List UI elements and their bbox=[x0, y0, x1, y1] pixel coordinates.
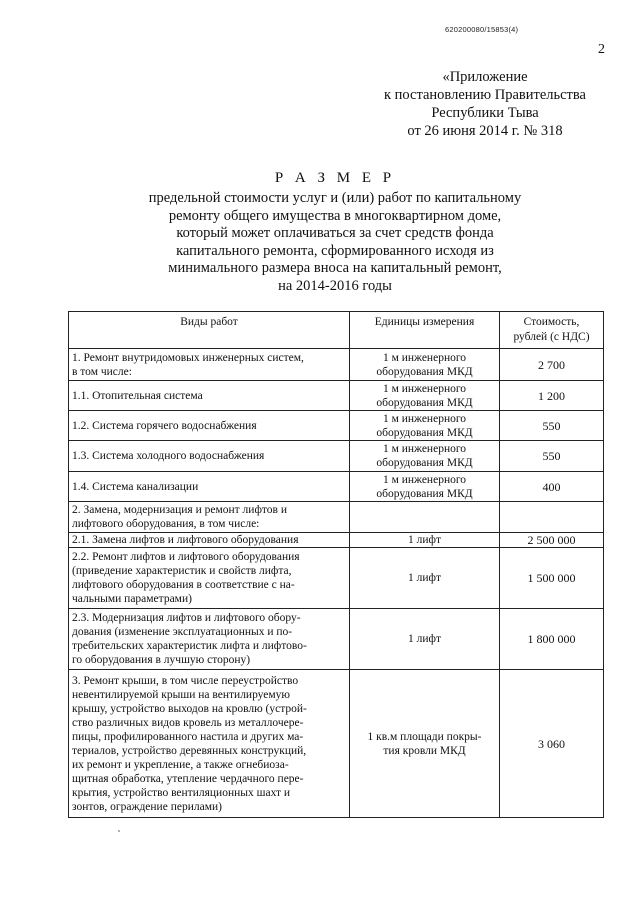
header-work-type: Виды работ bbox=[69, 312, 350, 349]
header-unit: Единицы измерения bbox=[350, 312, 500, 349]
cell-work-type bbox=[69, 411, 350, 441]
cell-unit bbox=[350, 670, 500, 818]
header-cost bbox=[500, 312, 604, 349]
cell-cost: 400 bbox=[500, 472, 604, 502]
scan-dot bbox=[118, 830, 120, 832]
cell-line: 1.1. Отопительная система bbox=[72, 389, 203, 402]
subtitle-line: на 2014-2016 годы bbox=[278, 277, 392, 294]
cell-work-type bbox=[69, 502, 350, 533]
table-header-row bbox=[69, 312, 604, 349]
document-subtitle bbox=[0, 190, 640, 295]
table-row bbox=[69, 609, 604, 670]
cell-unit bbox=[350, 502, 500, 533]
cell-line: оборудования МКД bbox=[376, 426, 473, 439]
cell-work-type bbox=[69, 349, 350, 381]
table-row bbox=[69, 472, 604, 502]
cell-line: их ремонт и укрепление, а также огнебиоза- bbox=[72, 758, 289, 771]
cell-line: оборудования МКД bbox=[376, 487, 473, 500]
cell-line: требительских характеристик лифта и лифтово- bbox=[72, 640, 307, 652]
cell-line: 2. Замена, модернизация и ремонт лифтов и bbox=[72, 504, 287, 516]
subtitle-line: который может оплачиваться за счет средств фонда bbox=[176, 225, 494, 241]
works-table bbox=[68, 311, 604, 818]
cell-work-type bbox=[69, 670, 350, 818]
cell-line: 1. Ремонт внутридомовых инженерных систем, bbox=[72, 351, 304, 364]
cell-line: лифтового оборудования в соответствие с на- bbox=[72, 579, 295, 591]
table-row bbox=[69, 349, 604, 381]
table-row bbox=[69, 381, 604, 411]
cell-work-type bbox=[69, 381, 350, 411]
subtitle-line: минимального размера вноса на капитальный ремонт, bbox=[168, 260, 502, 276]
cell-line: 1.4. Система канализации bbox=[72, 480, 199, 493]
appendix-header bbox=[360, 68, 610, 140]
cell-line: 2.3. Модернизация лифтов и лифтового обору- bbox=[72, 612, 301, 624]
cell-unit bbox=[350, 548, 500, 609]
cell-unit bbox=[350, 381, 500, 411]
appendix-line: Республики Тыва bbox=[431, 105, 539, 121]
appendix-line: к постановлению Правительства bbox=[384, 87, 586, 103]
cell-line: дования (изменение эксплуатационных и по- bbox=[72, 626, 293, 638]
subtitle-line: ремонту общего имущества в многоквартирном доме, bbox=[168, 207, 502, 224]
table-row bbox=[69, 533, 604, 548]
cell-cost: 2 700 bbox=[500, 349, 604, 381]
table-row bbox=[69, 411, 604, 441]
cell-line: оборудования МКД bbox=[376, 457, 473, 469]
cell-line: лифтового оборудования, в том числе: bbox=[72, 518, 260, 530]
cell-line: 3. Ремонт крыши, в том числе переустройство bbox=[72, 674, 299, 687]
cell-line: тия кровли МКД bbox=[383, 744, 466, 757]
cell-cost: 1 200 bbox=[500, 381, 604, 411]
cell-line: щитная обработка, утепление чердачного пере- bbox=[72, 772, 304, 785]
cell-cost: 2 500 000 bbox=[500, 533, 604, 548]
cell-line: 2.1. Замена лифтов и лифтового оборудования bbox=[72, 534, 299, 546]
cell-work-type bbox=[69, 472, 350, 502]
cell-unit bbox=[350, 533, 500, 548]
cell-line: крытия, устройство вентиляционных шахт и bbox=[72, 786, 291, 799]
cell-line: 2.2. Ремонт лифтов и лифтового оборудования bbox=[72, 551, 300, 563]
cell-unit bbox=[350, 411, 500, 441]
cell-line: невентилируемой крыши на вентилируемую bbox=[72, 688, 291, 701]
cell-line: в том числе: bbox=[72, 365, 132, 378]
cell-line: пицы, профилированного настила и других ма- bbox=[72, 730, 304, 743]
cell-unit bbox=[350, 609, 500, 670]
cell-work-type bbox=[69, 548, 350, 609]
header-cost-line: рублей (с НДС) bbox=[513, 331, 590, 343]
cell-line: 1 лифт bbox=[408, 534, 441, 546]
cell-line: 1 м инженерного bbox=[382, 351, 467, 364]
cell-unit bbox=[350, 349, 500, 381]
cell-line: 1 кв.м площади покры- bbox=[367, 730, 482, 743]
document-title: Р А З М Е Р bbox=[274, 170, 396, 186]
cell-cost: 550 bbox=[500, 411, 604, 441]
appendix-line: «Приложение bbox=[442, 69, 528, 85]
table-row bbox=[69, 670, 604, 818]
cell-line: (приведение характеристик и свойств лифта, bbox=[72, 565, 292, 577]
cell-work-type bbox=[69, 609, 350, 670]
cell-line: 1 лифт bbox=[408, 572, 441, 584]
table-row bbox=[69, 548, 604, 609]
document-code: 620200080/15853(4) bbox=[445, 25, 519, 34]
cell-line: го оборудования в лучшую сторону) bbox=[72, 654, 251, 666]
cell-line: 1 м инженерного bbox=[382, 473, 467, 486]
cell-line: 1 м инженерного bbox=[382, 412, 467, 425]
cell-line: оборудования МКД bbox=[376, 365, 473, 378]
cell-line: ство различных видов кровель из металлочере- bbox=[72, 716, 304, 729]
cell-line: 1 лифт bbox=[408, 633, 441, 645]
subtitle-line: предельной стоимости услуг и (или) работ по капитальному bbox=[148, 190, 522, 206]
cell-line: 1 м инженерного bbox=[382, 382, 467, 395]
cell-cost bbox=[500, 502, 604, 533]
header-cost-line: Стоимость, bbox=[523, 316, 580, 328]
cell-work-type bbox=[69, 441, 350, 472]
cell-cost: 1 800 000 bbox=[500, 609, 604, 670]
page-number: 2 bbox=[598, 42, 605, 57]
cell-line: зонтов, ограждение перилами) bbox=[72, 800, 222, 813]
cell-line: 1.2. Система горячего водоснабжения bbox=[72, 419, 257, 432]
cell-line: чальными параметрами) bbox=[72, 593, 192, 605]
appendix-line: от 26 июня 2014 г. № 318 bbox=[407, 123, 563, 139]
cell-line: 1.3. Система холодного водоснабжения bbox=[72, 450, 265, 462]
cell-unit bbox=[350, 472, 500, 502]
subtitle-line: капитального ремонта, сформированного исходя из bbox=[176, 242, 494, 259]
cell-line: 1 м инженерного bbox=[382, 443, 467, 455]
cell-line: крышу, устройство выходов на кровлю (устрой- bbox=[72, 702, 307, 715]
cell-cost: 550 bbox=[500, 441, 604, 472]
table-row bbox=[69, 441, 604, 472]
table-row bbox=[69, 502, 604, 533]
cell-line: оборудования МКД bbox=[376, 396, 473, 409]
cell-work-type bbox=[69, 533, 350, 548]
cell-unit bbox=[350, 441, 500, 472]
cell-cost: 3 060 bbox=[500, 670, 604, 818]
cell-line: териалов, устройство деревянных конструкций, bbox=[72, 744, 307, 757]
cell-cost: 1 500 000 bbox=[500, 548, 604, 609]
